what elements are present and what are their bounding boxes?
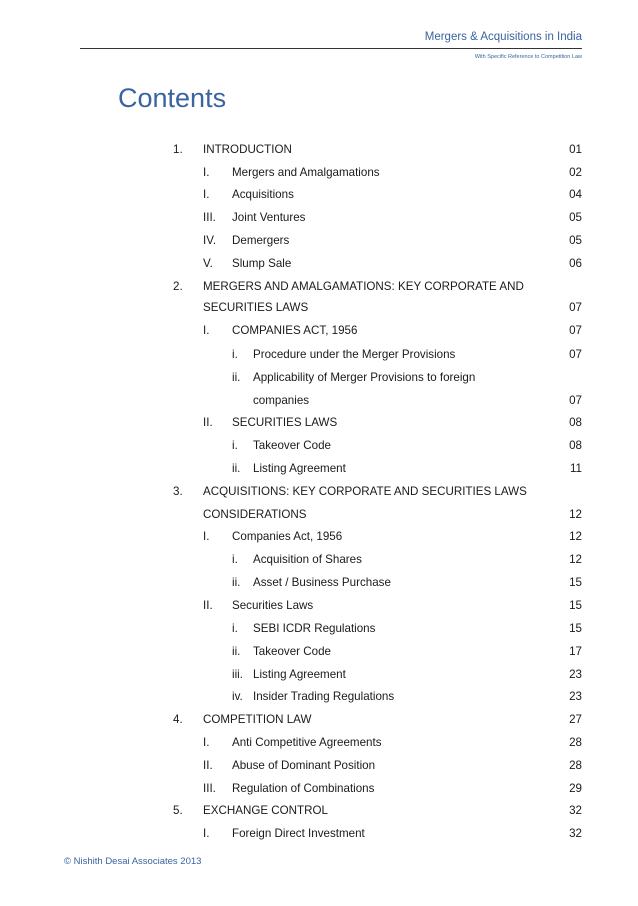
toc-number: II. (203, 416, 213, 429)
toc-text: EXCHANGE CONTROL (203, 804, 328, 817)
toc-page: 08 (569, 439, 582, 452)
toc-text: Asset / Business Purchase (253, 576, 391, 589)
toc-text: Takeover Code (253, 645, 331, 658)
toc-number: V. (203, 257, 213, 270)
toc-entry-exchange-control[interactable] (0, 802, 638, 820)
toc-text: Acquisition of Shares (253, 553, 362, 566)
toc-number: II. (203, 599, 213, 612)
toc-page: 17 (569, 645, 582, 658)
toc-text: Procedure under the Merger Provisions (253, 348, 456, 361)
toc-entry[interactable] (0, 528, 638, 546)
toc-entry[interactable] (0, 688, 638, 706)
toc-page: 07 (569, 301, 582, 314)
toc-entry[interactable] (0, 597, 638, 615)
toc-text: Mergers and Amalgamations (232, 166, 380, 179)
toc-number: III. (203, 211, 216, 224)
toc-number: IV. (203, 234, 217, 247)
toc-text: Abuse of Dominant Position (232, 759, 376, 772)
toc-text: CONSIDERATIONS (203, 508, 307, 521)
toc-page: 28 (569, 759, 582, 772)
toc-page: 11 (569, 462, 582, 475)
toc-number: 2. (173, 280, 183, 293)
header-divider (80, 48, 582, 49)
toc-page: 01 (569, 143, 582, 156)
toc-entry-continuation[interactable] (0, 299, 638, 317)
toc-number: I. (203, 530, 210, 543)
running-header-title: Mergers & Acquisitions in India (424, 31, 582, 43)
toc-number: iv. (232, 690, 243, 703)
toc-text: INTRODUCTION (203, 143, 292, 156)
toc-number: III. (203, 782, 216, 795)
toc-entry[interactable] (0, 825, 638, 843)
toc-entry[interactable] (0, 346, 638, 364)
toc-number: iii. (232, 668, 243, 681)
toc-text: Insider Trading Regulations (253, 690, 395, 703)
toc-page: 12 (569, 508, 582, 521)
toc-number: i. (232, 348, 238, 361)
toc-entry[interactable] (0, 757, 638, 775)
toc-number: ii. (232, 371, 241, 384)
toc-text: Foreign Direct Investment (232, 827, 365, 840)
toc-entry[interactable] (0, 666, 638, 684)
toc-text: Joint Ventures (232, 211, 306, 224)
toc-entry[interactable] (0, 734, 638, 752)
toc-entry[interactable] (0, 322, 638, 340)
toc-text: Regulation of Combinations (232, 782, 375, 795)
toc-text: Listing Agreement (253, 668, 346, 681)
toc-entry[interactable] (0, 164, 638, 182)
toc-entry[interactable] (0, 620, 638, 638)
toc-page: 15 (569, 576, 582, 589)
toc-number: 1. (173, 143, 183, 156)
toc-number: I. (203, 166, 210, 179)
toc-number: i. (232, 553, 238, 566)
toc-entry-acquisitions[interactable] (0, 483, 638, 501)
toc-text: Acquisitions (232, 188, 294, 201)
toc-text: Companies Act, 1956 (232, 530, 343, 543)
page-title: Contents (118, 83, 227, 113)
toc-entry-introduction[interactable] (0, 141, 638, 159)
toc-text: Securities Laws (232, 599, 314, 612)
toc-text: Takeover Code (253, 439, 331, 452)
toc-text: companies (253, 394, 310, 407)
toc-page: 05 (569, 234, 582, 247)
running-header-subtitle: With Specific Reference to Competition Law (474, 54, 582, 60)
toc-entry[interactable] (0, 209, 638, 227)
toc-entry[interactable] (0, 551, 638, 569)
toc-text: COMPANIES ACT, 1956 (232, 324, 358, 337)
toc-entry-mergers[interactable] (0, 278, 638, 296)
toc-number: 3. (173, 485, 183, 498)
toc-number: ii. (232, 645, 241, 658)
toc-number: 5. (173, 804, 183, 817)
toc-entry[interactable] (0, 414, 638, 432)
toc-entry[interactable] (0, 255, 638, 273)
copyright-footer: © Nishith Desai Associates 2013 (64, 856, 202, 867)
toc-page: 23 (569, 690, 582, 703)
toc-text: Demergers (232, 234, 290, 247)
toc-page: 07 (569, 324, 582, 337)
toc-number: I. (203, 324, 210, 337)
toc-entry-continuation[interactable] (0, 506, 638, 524)
toc-text: SECURITIES LAWS (203, 301, 309, 314)
toc-page: 32 (569, 827, 582, 840)
toc-text: Anti Competitive Agreements (232, 736, 382, 749)
toc-entry[interactable] (0, 643, 638, 661)
toc-page: 07 (569, 348, 582, 361)
toc-page: 12 (569, 553, 582, 566)
toc-entry[interactable] (0, 437, 638, 455)
toc-text: ACQUISITIONS: KEY CORPORATE AND SECURITIES LAWS (203, 485, 527, 498)
toc-page: 27 (569, 713, 582, 726)
toc-text: Listing Agreement (253, 462, 346, 475)
toc-number: I. (203, 188, 210, 201)
toc-text: MERGERS AND AMALGAMATIONS: KEY CORPORATE AND (203, 280, 524, 293)
toc-page: 15 (569, 622, 582, 635)
toc-number: I. (203, 827, 210, 840)
toc-entry-competition-law[interactable] (0, 711, 638, 729)
toc-page: 12 (569, 530, 582, 543)
toc-page: 06 (569, 257, 582, 270)
toc-page: 23 (569, 668, 582, 681)
toc-number: ii. (232, 462, 241, 475)
toc-text: Slump Sale (232, 257, 292, 270)
toc-page: 07 (569, 394, 582, 407)
toc-number: II. (203, 759, 213, 772)
toc-number: i. (232, 439, 238, 452)
toc-text: SECURITIES LAWS (232, 416, 338, 429)
toc-page: 32 (569, 804, 582, 817)
toc-entry[interactable] (0, 460, 638, 478)
toc-page: 28 (569, 736, 582, 749)
toc-number: I. (203, 736, 210, 749)
toc-entry[interactable] (0, 574, 638, 592)
toc-text: SEBI ICDR Regulations (253, 622, 376, 635)
toc-page: 02 (569, 166, 582, 179)
toc-text: Applicability of Merger Provisions to foreign (253, 371, 476, 384)
toc-page: 15 (569, 599, 582, 612)
toc-number: i. (232, 622, 238, 635)
toc-entry[interactable] (0, 780, 638, 798)
toc-entry[interactable] (0, 186, 638, 204)
toc-page: 05 (569, 211, 582, 224)
toc-entry-continuation[interactable] (0, 392, 638, 410)
toc-entry[interactable] (0, 369, 638, 387)
toc-page: 29 (569, 782, 582, 795)
toc-page: 04 (569, 188, 582, 201)
toc-page: 08 (569, 416, 582, 429)
toc-number: 4. (173, 713, 183, 726)
toc-text: COMPETITION LAW (203, 713, 312, 726)
toc-number: ii. (232, 576, 241, 589)
toc-entry[interactable] (0, 232, 638, 250)
